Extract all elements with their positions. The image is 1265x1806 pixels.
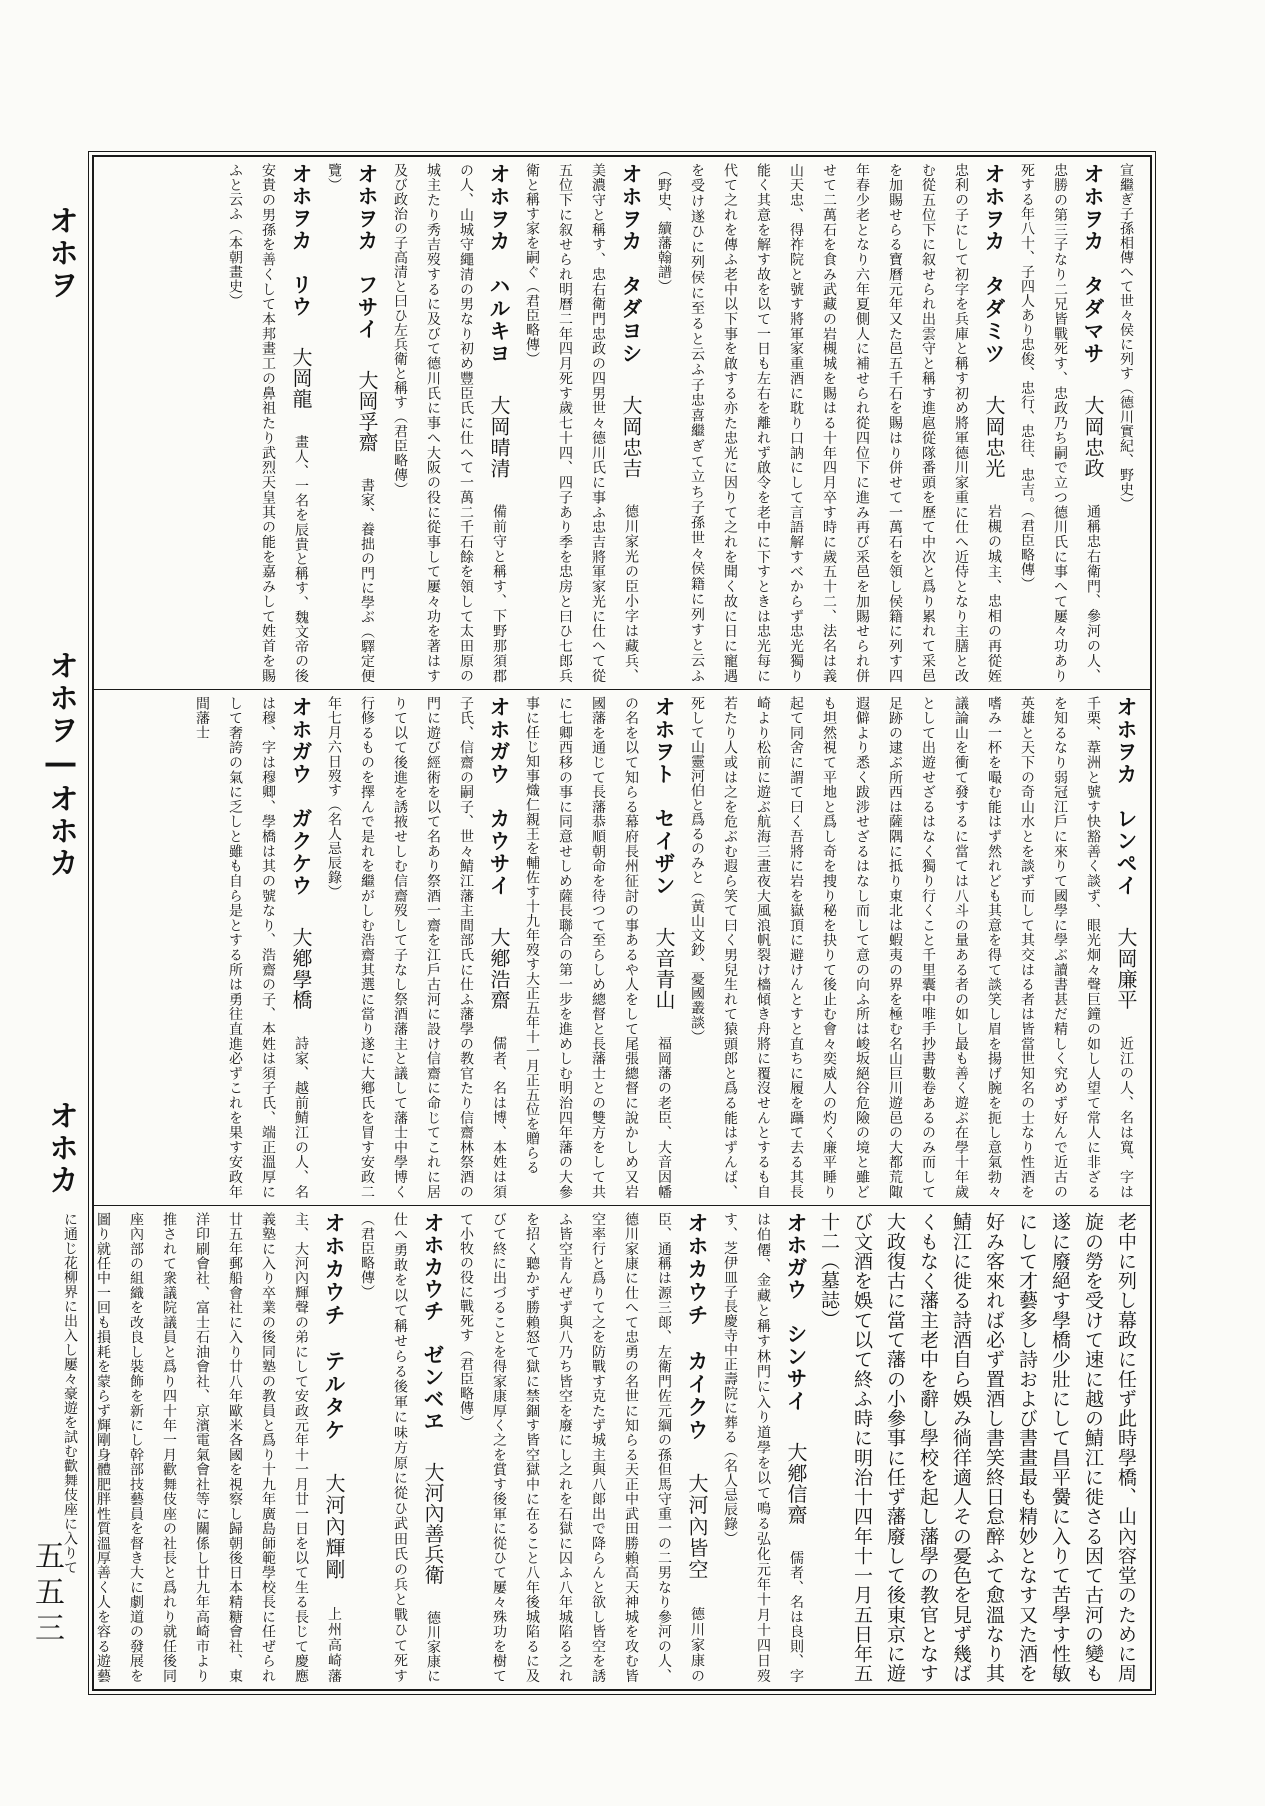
entry-body: 儒者、名は良則、字は伯僊、金藏と稱す林門に入り道學を以て鳴る弘化元年十月十四日歿す、芝伊皿子長慶寺中正壽院に葬る（名人忌辰錄）	[722, 1212, 804, 1684]
entry-name: 大岡龍	[289, 347, 313, 410]
dictionary-entry	[713, 1212, 812, 1683]
entry-name: 大岡忠吉	[619, 394, 643, 479]
entry-name: 大岡忠光	[982, 394, 1006, 479]
entry-name: 大岡晴清	[487, 394, 511, 479]
entry-name: 大鄕浩齋	[487, 926, 511, 1011]
entry-body: 詩家、越前鯖江の人、名は穆、字は穆卿、學橋は其の號なり、浩齋の子、本姓は須子氏、端正溫厚にして奢誇の氣に乏しと雖も自ら是とする所は勇往直進必ずこれを果す安政年間藩士	[194, 696, 309, 1200]
entry-name: 大岡孚齋	[355, 369, 379, 453]
entry-body: 儒者、名は博、本姓は須子氏、信齋の嗣子、世々鯖江藩主間部氏に仕ふ藩學の教官たり信齋林祭酒の門に遊び經術を以て名あり祭酒一齋を江戶古河に設け信齋に命じてこれに居りて以て後進を誘掖せしむ信齋歿して子なし祭酒藩主と議して藩士中學博く行修るものを擇んで是れを繼がしむ浩齋其選に當り遂に大鄕氏を冒す安政二年七月六日歿す（名人忌辰錄）	[326, 696, 507, 1200]
entry-name: 大岡忠政	[1081, 394, 1105, 479]
dictionary-entry	[185, 696, 317, 1199]
dictionary-entry	[680, 696, 1142, 1199]
margin-label-middle: オホヲ―オホカ	[43, 650, 78, 879]
dictionary-entry	[317, 163, 383, 683]
entry-body: 德川家康に仕へ勇敢を以て稱せらる後軍に味方原に從ひ武田氏の兵と戰ひて死す（君臣略傳）	[359, 1212, 441, 1684]
tier-bottom	[62, 1205, 1150, 1689]
entry-headword: オホヲカ タダヨシ	[619, 163, 643, 365]
entry-headword: オホカウチ テルタケ	[322, 1212, 346, 1442]
dictionary-entry	[515, 163, 647, 683]
tier-middle	[94, 689, 1150, 1205]
dictionary-entry	[218, 163, 317, 683]
entry-headword: オホカウチ ゼンベヱ	[421, 1212, 445, 1433]
entry-headword: オホカウチ カイクウ	[685, 1212, 709, 1442]
entry-headword: オホヲカ フサイ	[355, 163, 379, 341]
margin-label-bottom: オホカ	[43, 1100, 78, 1196]
dictionary-entry	[1010, 163, 1109, 683]
entry-headword: オホヲカ タダミツ	[982, 163, 1006, 365]
entry-body: 德川家光の臣小字は藏兵、美濃守と稱す、忠右衛門忠政の四男世々德川氏に事ふ忠吉將軍家光に仕へて從五位下に叙せられ明曆二年四月死す歲七十四、四子あり季を忠房と曰ひ七郎兵衛と稱す家を嗣ぐ（君臣略傳）	[524, 163, 639, 684]
dictionary-entry	[647, 163, 1010, 683]
entry-body: 德川家康の臣、通稱は源三郞、左衛門佐元綱の孫但馬守重一の二男なり參河の人、德川家康に仕へて忠勇の名世に知らる天正中武田勝賴高天神城を攻む皆空率行と爲りて之を防戰す克たず城主與八郞出で降らんと欲し皆空を誘ふ皆空肯んぜず與八乃ち皆空を廢にし之れを石獄に囚ふ八年城陷る之れを招く聽かず勝賴怒て獄に禁錮す皆空獄中に在ること八年後城陷るに及びて終に出づることを得家康厚く之を賞す後軍に從ひて屢々殊功を樹てて小牧の役に戰死す（君臣略傳）	[458, 1212, 705, 1683]
entry-body: 福岡藩の老臣、大音因幡の名を以て知らる幕府長州征討の事あるや人をして尾張總督に說かしめ又岩國藩を通じて長藩恭順朝命を待つて至らしめ總督と長藩士との雙方をして共に七卿西移の事に同意せしめ薩長聯合の第一步を進めしむ明治四年藩の大參事に任じ知事熾仁親王を輔佐す十九年歿す大正五年十一月正五位を贈らる	[524, 696, 672, 1200]
dictionary-entry	[449, 1212, 713, 1683]
entry-body: 備前守と稱す、下野那須郡の人、山城守繩清の男なり初め豐臣氏に仕へて一萬二千石餘を領して太田原の城主たり秀吉歿するに及びて德川氏に事へ大阪の役に從事して屢々功を著はす及び政治の子高清と曰ひ左兵衛と稱す（君臣略傳）	[392, 163, 507, 684]
page-number: 五五三	[29, 1540, 64, 1648]
entry-body: 近江の人、名は寬、字は千栗、葦洲と號す快豁善く談ず、眼光炯々聲巨鐘の如し人望て常人に非ざるを知るなり弱冠江戶に來りて國學に學ぶ讀書甚だ精しく究めず好んで近古の英雄と天下の奇山水とを談ず而して其交はる者は皆當世知名の士なり性酒を嗜み一杯を嘬む能はず然れども其意を得て談笑し眉を揚げ腕を扼し意氣勃々議論山を衝て發するに當ては八斗の量ある者の如し最も善く遊ぶ在學十年歲として出遊せざるはなく獨り行くこと千里囊中唯手抄書數卷あるのみ而して足跡の逮ぶ所西は薩隅に抵り東北は蝦夷の界を極む名山巨川遊邑の大都荒陬遐僻より悉く跋涉せざるはなし而して意の向ふ所は峻坂絕谷危險の境と雖ども坦然視て平地と爲し奇を捜り秘を抉りて後止む會々奕威人の灼く廉平睡り起て同舍に謂て曰く吾將に岩を嶽頂に避けんとすと直ちに履を躡て去る其長崎より松前に遊ぶ航海三晝夜大風浪帆裂け檣傾き舟將に覆沒せんとするも自若たり人或は之を危ぶむ遐ら笑て曰く男兒生れて猿頭郎と爲る能はずんば、死して山靈河伯と爲るのみと（黃山文鈔、憂國叢談）	[689, 696, 1134, 1200]
dictionary-entry	[812, 1212, 1142, 1683]
entry-headword: オホヲカ ハルキヨ	[487, 163, 511, 365]
entry-name: 大音青山	[652, 926, 676, 1011]
dictionary-entry	[383, 163, 515, 683]
entry-body: 宣繼ぎ子孫相傳へて世々侯に列す（德川實紀、野史）	[1118, 163, 1134, 511]
entry-headword: オホガウ ガクケウ	[289, 696, 313, 898]
entry-headword: オホヲカ リウ	[289, 163, 313, 318]
entry-body: 書家、養拙の門に學ぶ（驛定便覽）	[326, 163, 375, 684]
entry-headword: オホヲト セイザン	[652, 696, 676, 898]
entry-headword: オホヲカ タダマサ	[1081, 163, 1105, 365]
dictionary-entry	[1109, 163, 1142, 683]
margin-label-top: オホヲ	[43, 205, 78, 301]
tier-top	[94, 157, 1150, 689]
entry-name: 大河內善兵衛	[421, 1461, 445, 1585]
entry-headword: オホガウ カウサイ	[487, 696, 511, 898]
entry-name: 大鄕學橋	[289, 926, 313, 1011]
dictionary-entry	[53, 1212, 350, 1683]
entry-headword: オホヲカ レンペイ	[1114, 696, 1138, 898]
entry-body: 通稱忠右衛門、參河の人、忠勝の第三子なり二兄皆戰死す、忠政乃ち嗣で立つ德川氏に事へて屢々功あり死する年八十、子四人あり忠俊、忠行、忠往、忠吉。（君臣略傳）	[1019, 163, 1101, 684]
entry-body: 岩槻の城主、忠相の再從姪忠利の子にして初字を兵庫と稱す初め將軍德川家重に仕へ近侍となり主膳と改む從五位下に叙せられ出雲守と稱す進扈從隊番頭を歷て中次と爲り累れて采邑を加賜せらる寶曆元年又た邑五千石を賜はり併せて一萬石を領し侯籍に列す四年春少老となり六年夏側人に補せられ從四位下に進み再び采邑を加賜せられ併せて二萬石を食み武藏の岩槻城を賜はる十年四月卒す時に歲五十二、法名は義山天忠、得祚院と號す將軍家重酒に耽り口訥にして言語解すべからず忠光獨り能く其意を解す故を以て一日も左右を離れず啟令を老中に下すときは忠光每に代て之れを傳ふ老中以下事を啟する亦た忠光に因りて之れを聞く故に日に寵遇を受け遂ひに列侯に至ると云ふ子忠喜繼ぎて立ち子孫世々侯籍に列すと云ふ（野史、續藩翰譜）	[656, 163, 1002, 684]
entry-continuation: 老中に列し幕政に任ず此時學橋、山內容堂のために周旋の勞を受けて速に越の鯖江に徙さる因て古河の變も遂に廢絕す學橋少壯にして昌平黌に入りて苦學す性敏にして才藝多し詩および書畫最も精妙となす又た酒を好み客來れば必ず置酒し書笑終日怠醉ふて愈溫なり其鯖江に徙る詩酒自ら娛み徜徉適人その憂色を見ず幾ばくもなく藩主老中を辭し學校を起し藩學の教官となす大政復古に當て藩の小參事に任ず藩廢して後東京に遊び文酒を娛て以て終ふ時に明治十四年十一月五日年五十二（墓誌）	[818, 1212, 1137, 1683]
entry-name: 大鄕信齋	[784, 1441, 808, 1525]
dictionary-entry	[350, 1212, 449, 1683]
entry-name: 大河內輝剛	[322, 1472, 346, 1580]
dictionary-entry	[317, 696, 515, 1199]
entry-body: 上州高崎藩主、大河內輝聲の弟にして安政元年十一月廿一日を以て生る長じて慶應義塾に入り卒業の後同塾の教員と爲り十九年廣島師範學校長に任ぜられ廿五年郵船會社に入り廿八年歐米各國を視察し歸朝後日本精糖會社、東洋印刷會社、富士石油會社、京濱電氣會社等に關係し廿九年高崎市より推されて衆議院議員と爲り四十年一月歡舞伎座の社長と爲れり就任後同座內部の組織を改良し裝飾を新にし幹部技藝員を督き大に劇道の發展を圖り就任中一回も損耗を蒙らず輝剛身體肥胖性質溫厚善く人を容る遊藝に通じ花柳界に出入し屢々豪遊を試む歡舞伎座に入りて	[62, 1212, 342, 1683]
page-frame	[62, 155, 1152, 1691]
entry-headword: オホガウ シンサイ	[784, 1212, 808, 1413]
entry-body: 畫人、一名を辰貴と稱す、魏文帝の後安貴の男孫を善くして本邦畫工の鼻祖たり武烈天皇其の能を嘉みして姓首を賜ふと云ふ（本朝畫史）	[227, 163, 309, 684]
entry-name: 大岡廉平	[1114, 926, 1138, 1011]
dictionary-entry	[515, 696, 680, 1199]
entry-name: 大河內皆空	[685, 1472, 709, 1580]
